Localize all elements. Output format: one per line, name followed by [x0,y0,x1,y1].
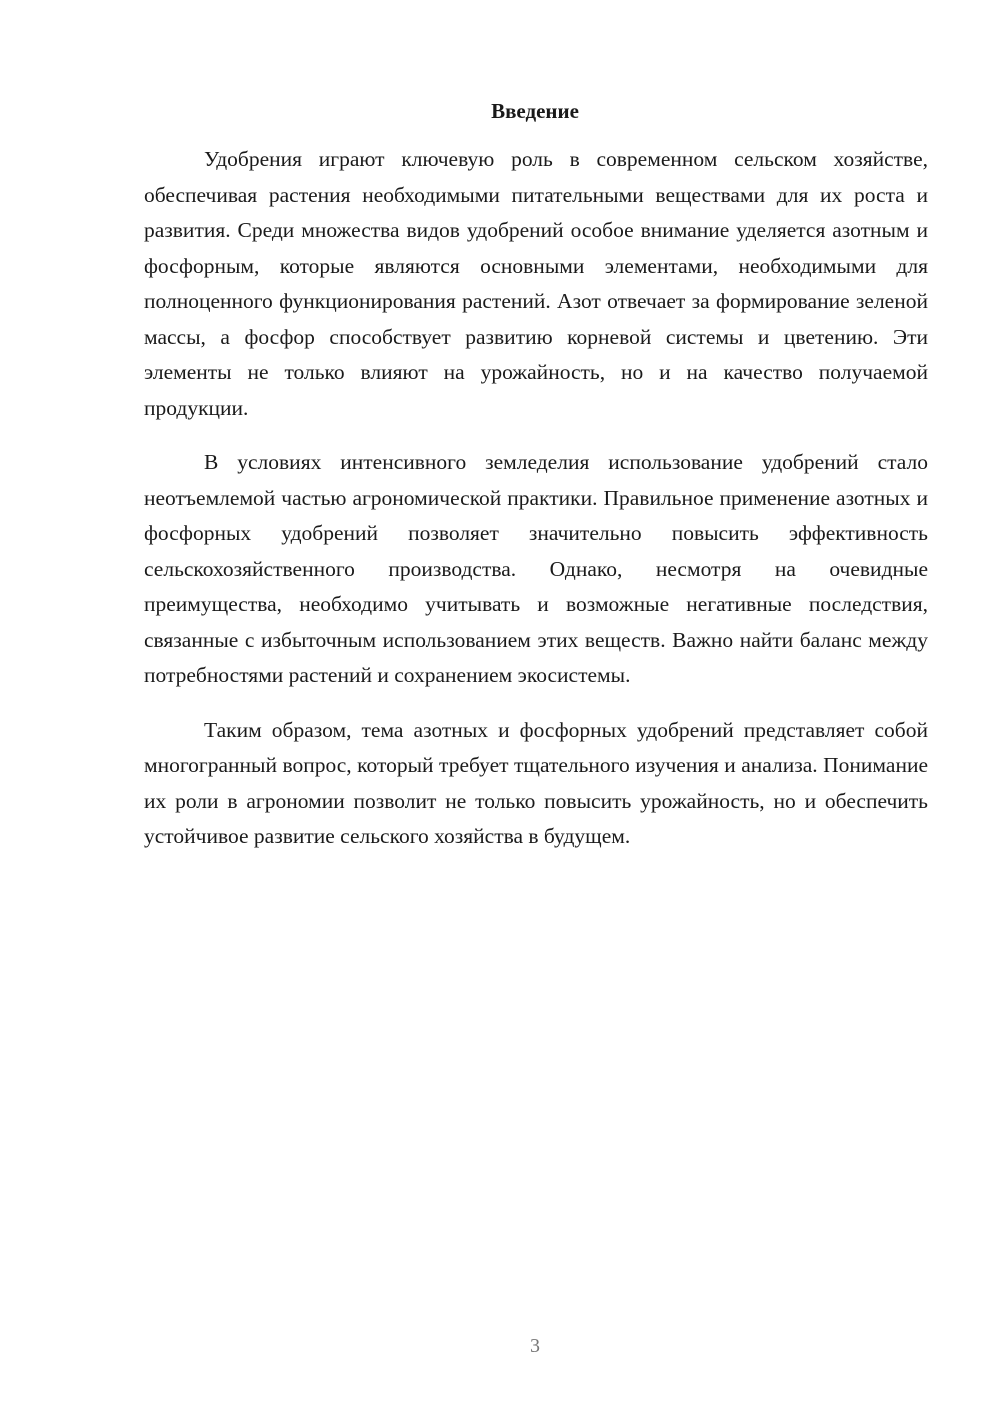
paragraph: В условиях интенсивного земледелия использование удобрений стало неотъемлемой частью агрономической практики. Правильное применение азотных и фосфорных удобрений позволяет значительно повысить эффективность сельскохозяйственного производства. Однако, несмотря на очевидные преимущества, необходимо учитывать и возможные негативные последствия, связанные с избыточным использованием этих веществ. Важно найти баланс между потребностями растений и сохранением экосистемы. [144,450,928,687]
document-body [144,142,928,874]
page-number: 3 [530,1335,540,1357]
paragraph: Удобрения играют ключевую роль в современном сельском хозяйстве, обеспечивая растения необходимыми питательными веществами для их роста и развития. Среди множества видов удобрений особое внимание уделяется азотным и фосфорным, которые являются основными элементами, необходимыми для полноценного функционирования растений. Азот отвечает за формирование зеленой массы, а фосфор способствует развитию корневой системы и цветению. Эти элементы не только влияют на урожайность, но и на качество получаемой продукции. [144,147,928,420]
paragraph: Таким образом, тема азотных и фосфорных удобрений представляет собой многогранный вопрос, который требует тщательного изучения и анализа. Понимание их роли в агрономии позволит не только повысить урожайность, но и обеспечить устойчивое развитие сельского хозяйства в будущем. [144,717,928,848]
section-heading: Введение [491,99,579,123]
